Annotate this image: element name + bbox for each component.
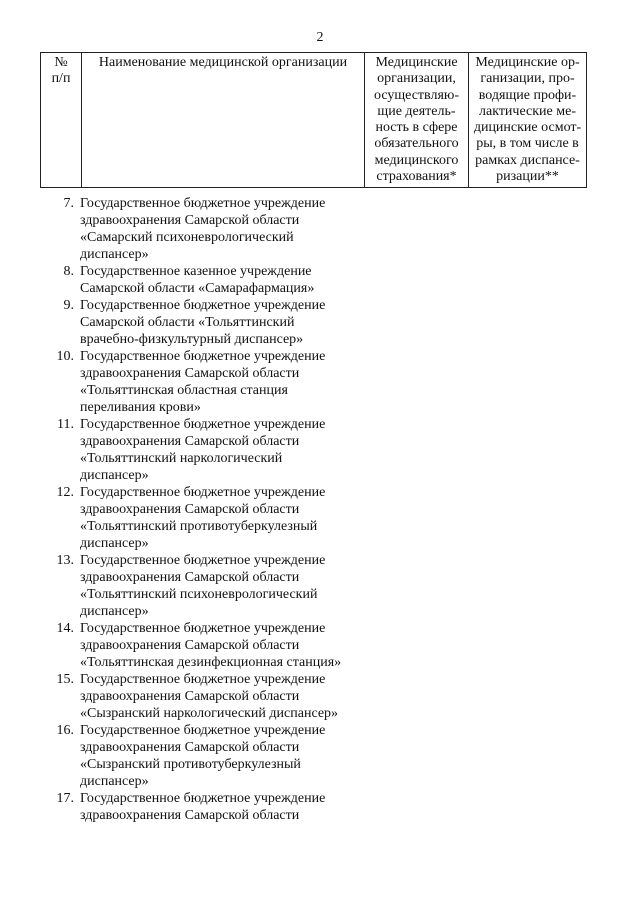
item-number: 8.: [63, 264, 74, 279]
item-number: 9.: [63, 298, 74, 313]
item-name: Государственное бюджетное учреждение здравоохранения Самарской области «Сызранский противотуберкулезный диспансер»: [80, 723, 326, 789]
item-name: Государственное бюджетное учреждение здравоохранения Самарской области «Самарский психоневрологический диспансер»: [80, 196, 326, 262]
list-item: [40, 195, 460, 263]
item-number: 14.: [56, 621, 74, 636]
list-item: [40, 416, 460, 484]
page-number: 2: [316, 30, 324, 45]
item-name: Государственное бюджетное учреждение здравоохранения Самарской области «Тольяттинский наркологический диспансер»: [80, 417, 326, 483]
item-number: 17.: [56, 791, 74, 806]
header-row: [41, 53, 587, 188]
header-name: Наименование медицинской организации: [82, 53, 365, 188]
item-name: Государственное бюджетное учреждение здравоохранения Самарской области «Сызранский наркологический диспансер»: [80, 672, 339, 721]
header-oms: Медицинские организации, осуществляю-щие деятель-ность в сфере обязательного медицинского страхования*: [365, 53, 469, 188]
item-number: 11.: [57, 417, 74, 432]
list-item: [40, 722, 460, 790]
item-name: Государственное бюджетное учреждение Самарской области «Тольяттинский врачебно-физкультурный диспансер»: [80, 298, 326, 347]
item-number: 15.: [56, 672, 74, 687]
list-item: [40, 552, 460, 620]
list-item: [40, 620, 460, 671]
list-item: [40, 671, 460, 722]
list-item: [40, 484, 460, 552]
item-number: 12.: [56, 485, 74, 500]
item-number: 7.: [63, 196, 74, 211]
item-name: Государственное бюджетное учреждение здравоохранения Самарской области: [80, 791, 326, 823]
organization-list: [40, 195, 460, 824]
item-name: Государственное бюджетное учреждение здравоохранения Самарской области «Тольяттинская областная станция переливания крови»: [80, 349, 326, 415]
list-item: [40, 790, 460, 824]
item-number: 16.: [56, 723, 74, 738]
item-name: Государственное бюджетное учреждение здравоохранения Самарской области «Тольяттинская дезинфекционная станция»: [80, 621, 342, 670]
item-name: Государственное бюджетное учреждение здравоохранения Самарской области «Тольяттинский противотуберкулезный диспансер»: [80, 485, 326, 551]
list-item: [40, 348, 460, 416]
list-item: [40, 297, 460, 348]
item-number: 13.: [56, 553, 74, 568]
item-name: Государственное казенное учреждение Самарской области «Самарафармация»: [80, 264, 315, 296]
header-table: [40, 52, 587, 188]
header-prof: Медицинские ор-ганизации, про-водящие профи-лактические ме-дицинские осмот-ры, в том числе в рамках диспансе-ризации**: [469, 53, 587, 188]
header-num: № п/п: [41, 53, 82, 188]
item-number: 10.: [56, 349, 74, 364]
list-item: [40, 263, 460, 297]
item-name: Государственное бюджетное учреждение здравоохранения Самарской области «Тольяттинский психоневрологический диспансер»: [80, 553, 326, 619]
